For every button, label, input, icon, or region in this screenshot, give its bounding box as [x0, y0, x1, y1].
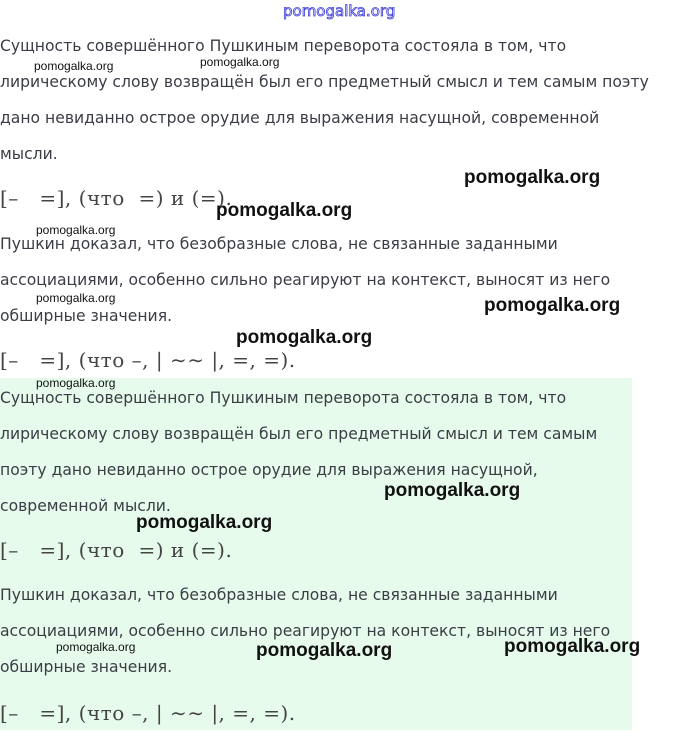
answer-paragraph-1 [0, 380, 597, 524]
answer-formula-2: [– =], (что –, | ∼∼ |, =, =). [0, 701, 296, 725]
site-logo[interactable]: pomogalka.org [283, 2, 396, 20]
watermark: pomogalka.org [36, 291, 116, 305]
text-line: современной мысли. [0, 497, 171, 515]
watermark: pomogalka.org [384, 480, 521, 501]
text-line: обширные значения. [0, 658, 173, 676]
watermark: pomogalka.org [256, 640, 393, 661]
watermark: pomogalka.org [504, 636, 641, 657]
watermark: pomogalka.org [200, 55, 280, 69]
text-line: дано невиданно острое орудие для выражения насущной, современной [0, 109, 600, 127]
watermark: pomogalka.org [216, 200, 353, 221]
watermark: pomogalka.org [56, 640, 136, 654]
text-line: Сущность совершённого Пушкиным переворота состояла в том, что [0, 37, 567, 55]
question-paragraph-2 [0, 226, 610, 334]
question-formula-2: [– =], (что –, | ∼∼ |, =, =). [0, 348, 296, 372]
text-line: лирическому слову возвращён был его предметный смысл и тем самым поэту [0, 73, 649, 91]
text-line: поэту дано невиданно острое орудие для выражения насущной, [0, 461, 538, 479]
question-formula-1: [– =], (что =) и (=). [0, 186, 233, 210]
watermark: pomogalka.org [236, 327, 373, 348]
watermark: pomogalka.org [464, 167, 601, 188]
text-line: Сущность совершённого Пушкиным переворота состояла в том, что [0, 389, 567, 407]
text-line: ассоциациями, особенно сильно реагируют на контекст, выносят из него [0, 622, 611, 640]
text-line: Пушкин доказал, что безобразные слова, не связанные заданными [0, 235, 558, 253]
text-line: обширные значения. [0, 307, 173, 325]
text-line: мысли. [0, 145, 58, 163]
text-line: ассоциациями, особенно сильно реагируют на контекст, выносят из него [0, 271, 611, 289]
watermark: pomogalka.org [36, 223, 116, 237]
watermark: pomogalka.org [136, 512, 273, 533]
watermark: pomogalka.org [484, 295, 621, 316]
question-paragraph-1 [0, 28, 649, 172]
text-line: Пушкин доказал, что безобразные слова, не связанные заданными [0, 586, 558, 604]
watermark: pomogalka.org [34, 59, 114, 73]
watermark: pomogalka.org [36, 376, 116, 390]
text-line: лирическому слову возвращён был его предметный смысл и тем самым [0, 425, 598, 443]
answer-paragraph-2 [0, 577, 610, 685]
answer-formula-1: [– =], (что =) и (=). [0, 538, 233, 562]
